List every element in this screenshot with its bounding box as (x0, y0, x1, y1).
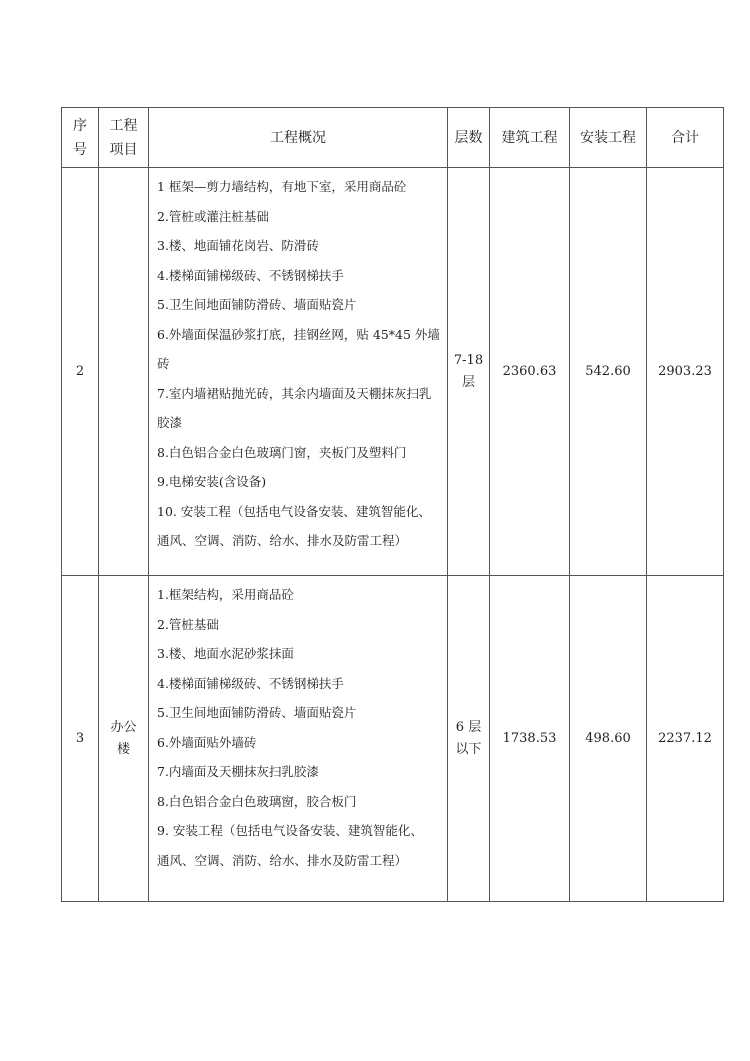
row-item (99, 576, 149, 902)
row-floors (448, 168, 490, 576)
overview-line: 6.外墙面保温砂浆打底，挂钢丝网，贴 45*45 外墙 (157, 326, 440, 342)
overview-line: 4.楼梯面铺梯级砖、不锈钢梯扶手 (157, 267, 344, 283)
overview-line: 10. 安装工程（包括电气设备安装、建筑智能化、 (157, 503, 431, 519)
overview-line: 砖 (157, 356, 170, 371)
header-building: 建筑工程 (490, 108, 570, 168)
header-seq-line1: 序 (73, 117, 87, 134)
row-building-cost: 1738.53 (490, 576, 570, 902)
row-total-cost: 2903.23 (647, 168, 724, 576)
overview-line: 8.白色铝合金白色玻璃门窗，夹板门及塑料门 (157, 444, 407, 460)
project-table (61, 107, 724, 902)
overview-line: 9.电梯安装(含设备) (157, 474, 267, 489)
overview-line: 通风、空调、消防、给水、排水及防雷工程） (157, 533, 408, 548)
row-overview (149, 168, 448, 576)
overview-line: 2.管桩基础 (157, 616, 219, 632)
row-seq: 3 (62, 576, 99, 902)
row-install-cost: 498.60 (570, 576, 647, 902)
overview-line: 6.外墙面贴外墙砖 (157, 734, 257, 750)
table-header-row (62, 108, 724, 168)
header-floors: 层数 (448, 108, 490, 168)
table-row (62, 168, 724, 576)
header-overview: 工程概况 (149, 108, 448, 168)
row-floors-line1: 6 层 (455, 719, 482, 735)
row-item-line2: 楼 (116, 741, 130, 757)
overview-line: 5.卫生间地面铺防滑砖、墙面贴瓷片 (157, 705, 357, 720)
header-item-line1: 工程 (109, 117, 138, 134)
header-seq (62, 108, 99, 168)
row-item (99, 168, 149, 576)
row-item-line1: 办公 (110, 719, 137, 735)
row-seq: 2 (62, 168, 99, 576)
row-floors (448, 576, 490, 902)
overview-line: 8.白色铝合金白色玻璃窗，胶合板门 (157, 793, 357, 809)
row-install-cost: 542.60 (570, 168, 647, 576)
row-floors-line2: 以下 (455, 741, 482, 757)
row-floors-line2: 层 (461, 374, 475, 390)
overview-line: 通风、空调、消防、给水、排水及防雷工程） (157, 852, 408, 868)
header-install: 安装工程 (570, 108, 647, 168)
overview-line: 7.室内墙裙贴抛光砖，其余内墙面及天棚抹灰扫乳 (157, 385, 432, 401)
overview-line: 1 框架—剪力墙结构，有地下室，采用商品砼 (157, 179, 407, 194)
row-building-cost: 2360.63 (490, 168, 570, 576)
header-item-line2: 项目 (109, 141, 138, 158)
overview-line: 3.楼、地面水泥砂浆抹面 (157, 646, 294, 661)
overview-line: 5.卫生间地面铺防滑砖、墙面贴瓷片 (157, 297, 357, 312)
overview-line: 7.内墙面及天棚抹灰扫乳胶漆 (157, 764, 319, 779)
header-item (99, 108, 149, 168)
overview-line: 3.楼、地面铺花岗岩、防滑砖 (157, 238, 319, 253)
row-floors-line1: 7-18 (453, 352, 484, 368)
overview-line: 4.楼梯面铺梯级砖、不锈钢梯扶手 (157, 675, 344, 691)
header-total: 合计 (647, 108, 724, 168)
overview-line: 9. 安装工程（包括电气设备安装、建筑智能化、 (157, 823, 423, 838)
overview-line: 胶漆 (157, 415, 183, 430)
row-total-cost: 2237.12 (647, 576, 724, 902)
header-seq-line2: 号 (73, 141, 87, 158)
table-row (62, 576, 724, 902)
overview-line: 1.框架结构，采用商品砼 (157, 587, 294, 602)
row-overview (149, 576, 448, 902)
overview-line: 2.管桩或灌注桩基础 (157, 208, 269, 224)
